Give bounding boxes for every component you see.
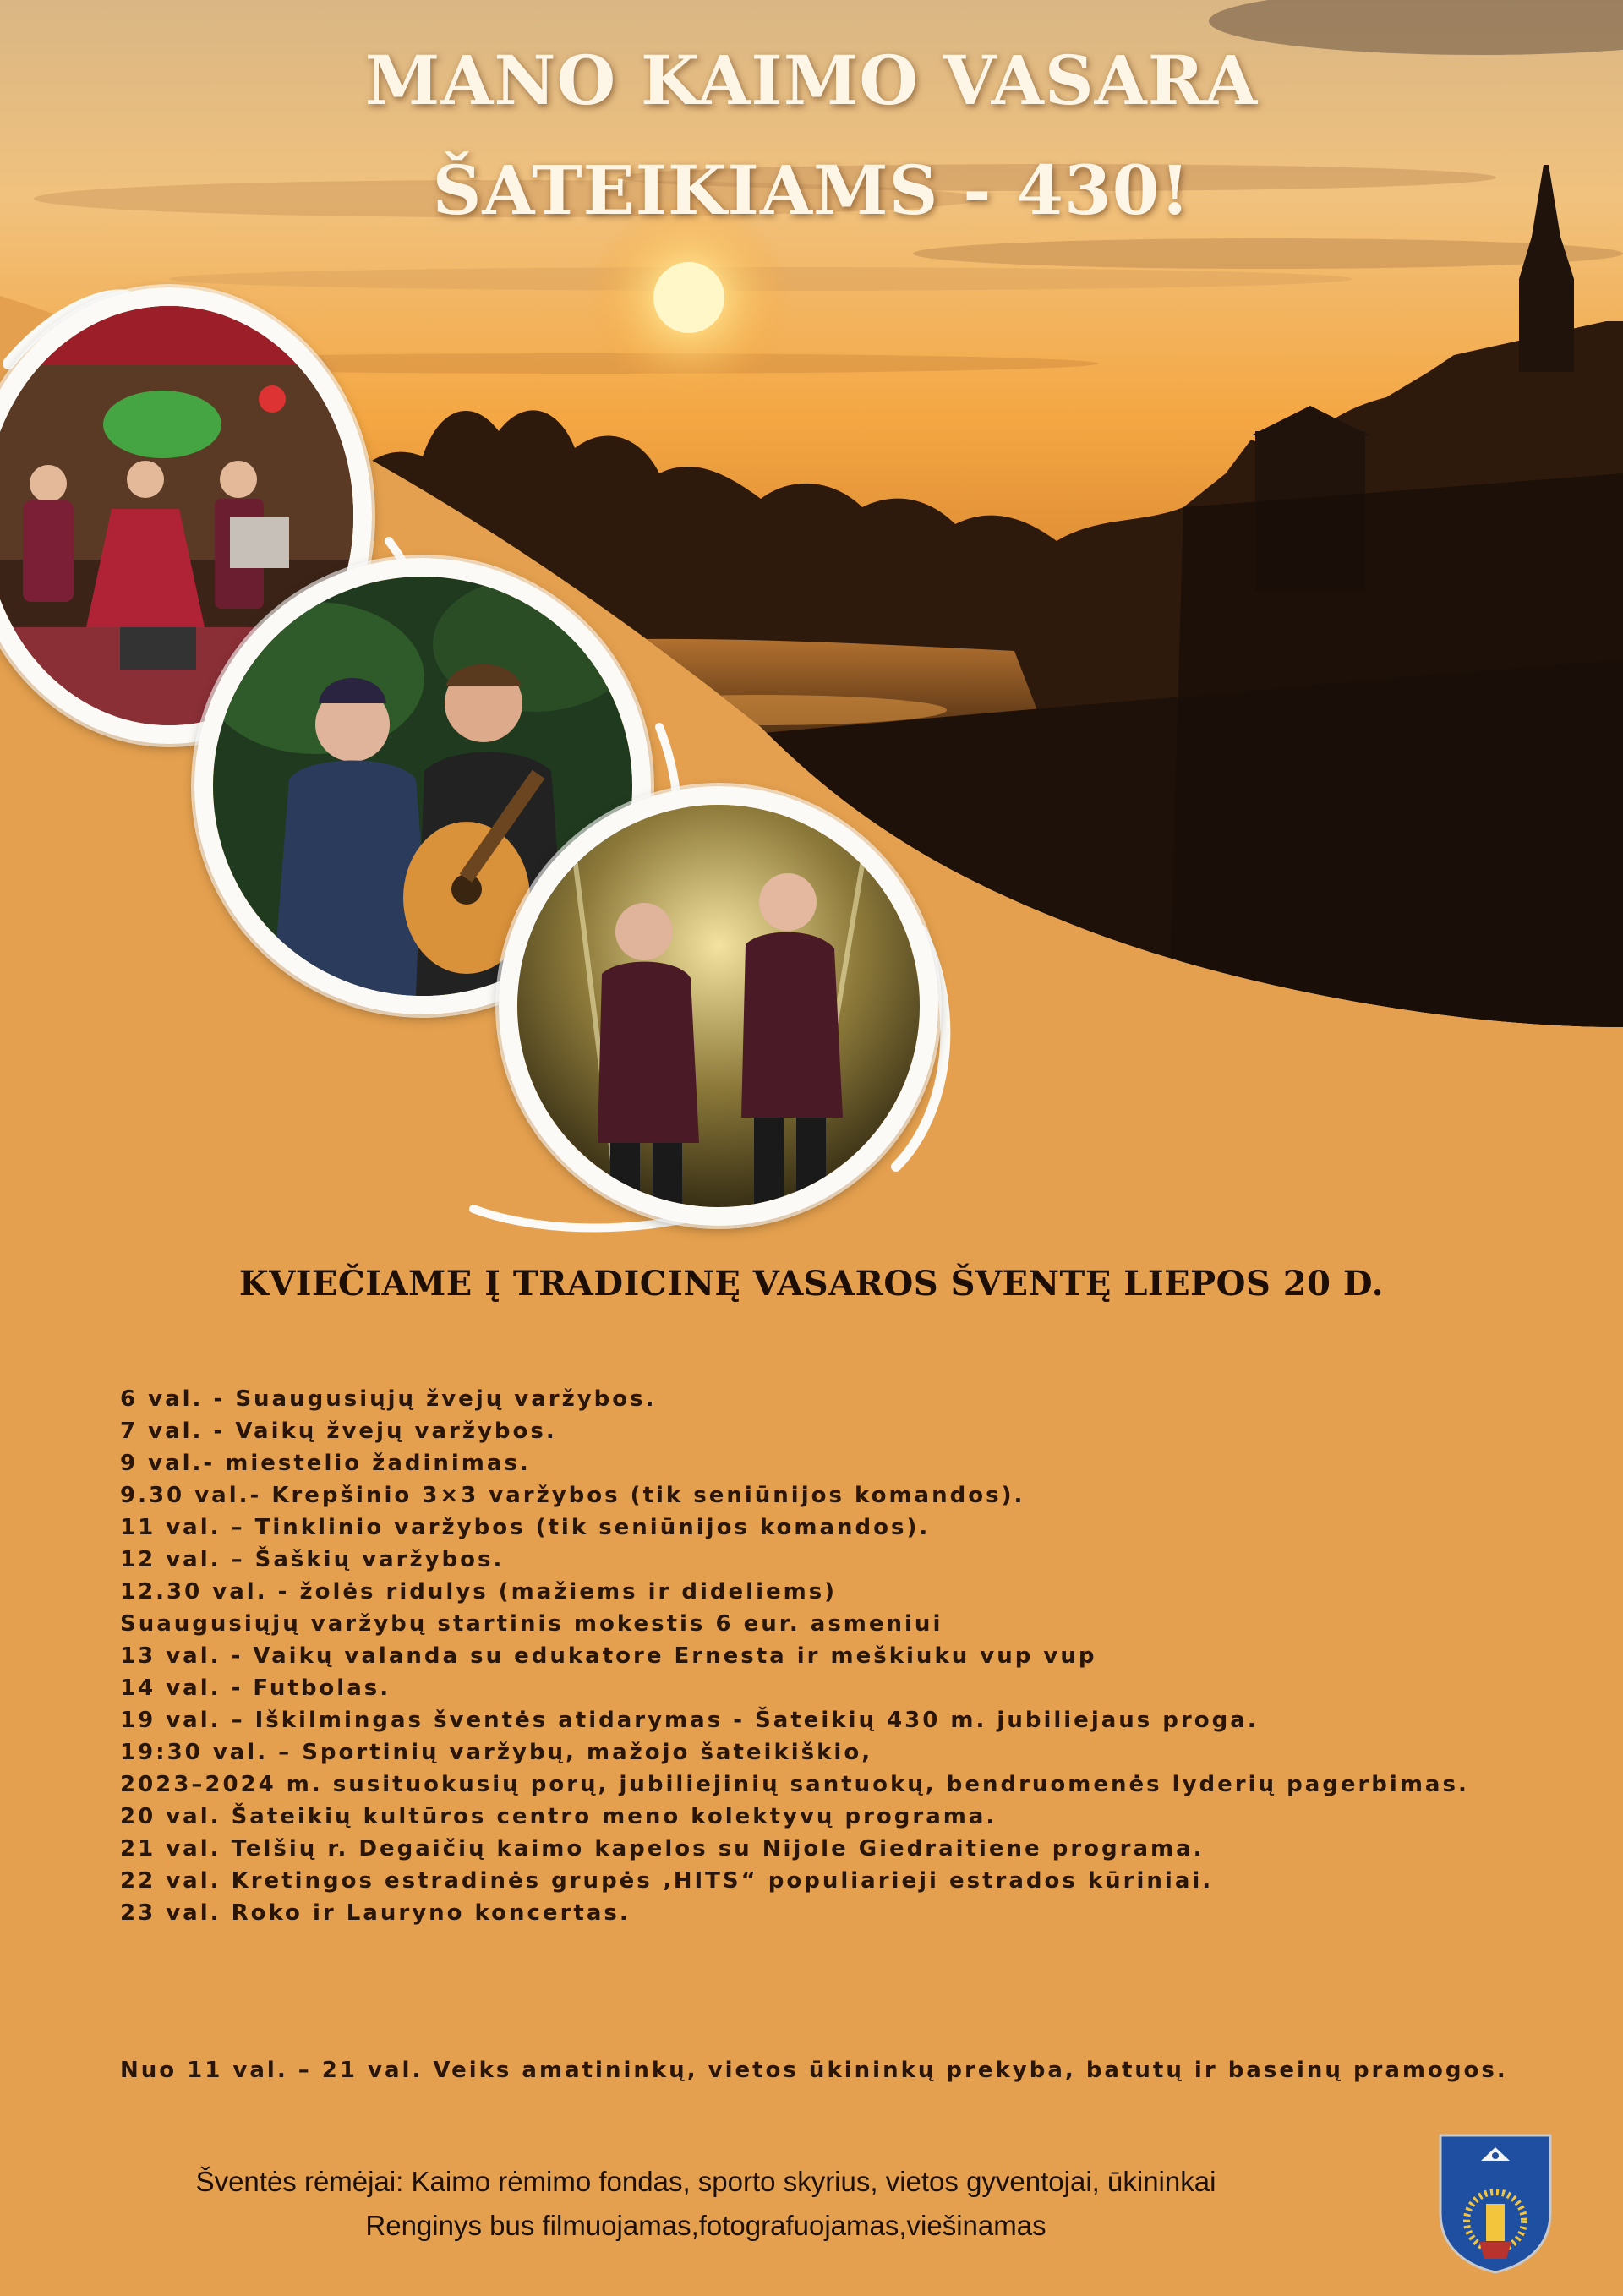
event-headline: KVIEČIAME Į TRADICINĘ VASAROS ŠVENTĘ LIEPOS 20 D. [238, 1264, 1385, 1304]
schedule-item: 14 val. - Futbolas. [120, 1676, 391, 1701]
schedule-item: 12 val. – Šaškių varžybos. [120, 1547, 505, 1572]
schedule-item: 22 val. Kretingos estradinės grupės ‚HITS“ populiarieji estrados kūriniai. [120, 1868, 1214, 1894]
schedule-item: 19:30 val. – Sportinių varžybų, mažojo šateikiškio, [120, 1740, 873, 1765]
schedule-item: 21 val. Telšių r. Degaičių kaimo kapelos su Nijole Giedraitiene programa. [120, 1836, 1205, 1861]
filming-notice: Renginys bus filmuojamas,fotografuojamas,viešinamas [365, 2210, 1046, 2241]
market-note: Nuo 11 val. – 21 val. Veiks amatininkų, vietos ūkininkų prekyba, batutų ir baseinų pramogos. [120, 2058, 1508, 2083]
schedule-item: 19 val. – Iškilmingas šventės atidarymas - Šateikių 430 m. jubiliejaus proga. [120, 1708, 1259, 1733]
schedule-item: 2023–2024 m. susituokusių porų, jubiliejinių santuokų, bendruomenės lyderių pagerbimas. [120, 1772, 1469, 1797]
schedule-item: 23 val. Roko ir Lauryno koncertas. [120, 1900, 631, 1926]
schedule-item: 20 val. Šateikių kultūros centro meno kolektyvų programa. [120, 1804, 997, 1829]
sponsors-footer [0, 2160, 1412, 2248]
sponsors-line: Šventės rėmėjai: Kaimo rėmimo fondas, sporto skyrius, vietos gyventojai, ūkininkai [195, 2166, 1216, 2197]
schedule-item: 6 val. - Suaugusiųjų žvejų varžybos. [120, 1386, 657, 1412]
schedule-item: 9.30 val.- Krepšinio 3×3 varžybos (tik seniūnijos komandos). [120, 1483, 1025, 1508]
schedule-item: 11 val. – Tinklinio varžybos (tik seniūnijos komandos). [120, 1515, 931, 1540]
poster-title-line2: ŠATEIKIAMS - 430! [432, 150, 1191, 230]
schedule-item: 7 val. - Vaikų žvejų varžybos. [120, 1419, 557, 1444]
schedule-item: 13 val. - Vaikų valanda su edukatore Ernesta ir meškiuku vup vup [120, 1643, 1097, 1669]
event-schedule [120, 1383, 1523, 1929]
poster-title-line1: MANO KAIMO VASARA [364, 41, 1259, 120]
schedule-item: 9 val.- miestelio žadinimas. [120, 1451, 531, 1476]
schedule-item: 12.30 val. - žolės ridulys (mažiems ir dideliems) [120, 1579, 838, 1604]
coat-of-arms-icon [1437, 2132, 1554, 2274]
schedule-item: Suaugusiųjų varžybų startinis mokestis 6 eur. asmeniui [120, 1611, 943, 1637]
photo-singers-duo [499, 786, 938, 1226]
